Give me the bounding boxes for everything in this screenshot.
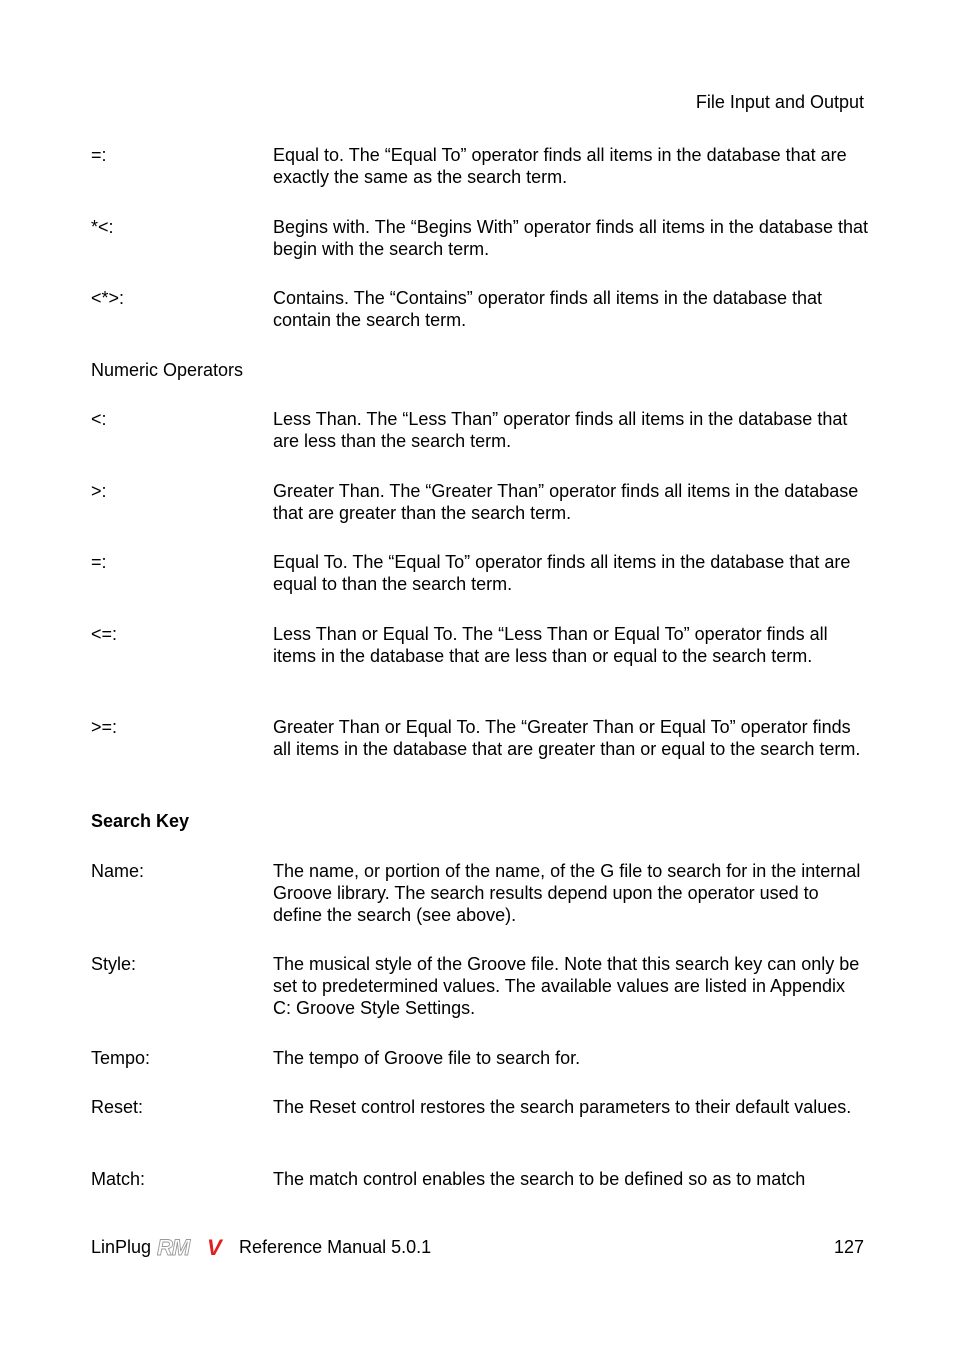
- entry-description: The name, or portion of the name, of the G file to search for in the internal Groove library. The search results depend upon the operator used to define the search (see above).: [273, 861, 861, 925]
- entry-description: The tempo of Groove file to search for.: [273, 1048, 581, 1068]
- page-footer: [91, 1236, 864, 1262]
- entry-description: The match control enables the search to be defined so as to match: [273, 1169, 806, 1189]
- entry-description: The Reset control restores the search parameters to their default values.: [273, 1097, 852, 1117]
- entry-term: <*>:: [91, 288, 125, 308]
- entry-description: Contains. The “Contains” operator finds all items in the database that contain the search term.: [273, 288, 822, 330]
- entry-term: <:: [91, 409, 107, 429]
- entry-term: Match:: [91, 1169, 146, 1189]
- entry-term: =:: [91, 552, 107, 572]
- numeric-operators-heading: Numeric Operators: [91, 360, 244, 380]
- entry-description: The musical style of the Groove file. Note that this search key can only be set to predetermined values. The available values are listed in Appendix C: Groove Style Settings.: [273, 954, 860, 1018]
- footer-title: [91, 1236, 431, 1258]
- entry-term: Tempo:: [91, 1048, 151, 1068]
- entry-term: >=:: [91, 717, 118, 737]
- entry-term: Reset:: [91, 1097, 144, 1117]
- entry-term: Name:: [91, 861, 145, 881]
- entry-description: Begins with. The “Begins With” operator finds all items in the database that begin with the search term.: [273, 217, 868, 259]
- page-number: 127: [833, 1237, 864, 1257]
- entry-term: >:: [91, 481, 107, 501]
- entry-description: Greater Than or Equal To. The “Greater Than or Equal To” operator finds all items in the database that are greater than or equal to the search term.: [273, 717, 861, 759]
- rmv-logo: [157, 1236, 233, 1258]
- entry-description: Less Than or Equal To. The “Less Than or Equal To” operator finds all items in the database that are less than or equal to the search term.: [273, 624, 828, 666]
- running-header: File Input and Output: [695, 92, 864, 112]
- footer-brand: LinPlug: [91, 1237, 152, 1257]
- entry-description: Equal To. The “Equal To” operator finds all items in the database that are equal to than the search term.: [273, 552, 851, 594]
- logo-text-v: V: [207, 1236, 222, 1258]
- entry-description: Greater Than. The “Greater Than” operator finds all items in the database that are greater than the search term.: [273, 481, 859, 523]
- entry-description: Equal to. The “Equal To” operator finds all items in the database that are exactly the same as the search term.: [273, 145, 847, 187]
- entry-term: <=:: [91, 624, 118, 644]
- entry-term: Style:: [91, 954, 137, 974]
- footer-manual-title: Reference Manual 5.0.1: [239, 1237, 432, 1257]
- entry-term: *<:: [91, 217, 114, 237]
- search-key-heading: Search Key: [91, 811, 190, 831]
- logo-text-rm: RM: [157, 1236, 190, 1258]
- entry-term: =:: [91, 145, 107, 165]
- entry-description: Less Than. The “Less Than” operator finds all items in the database that are less than the search term.: [273, 409, 848, 451]
